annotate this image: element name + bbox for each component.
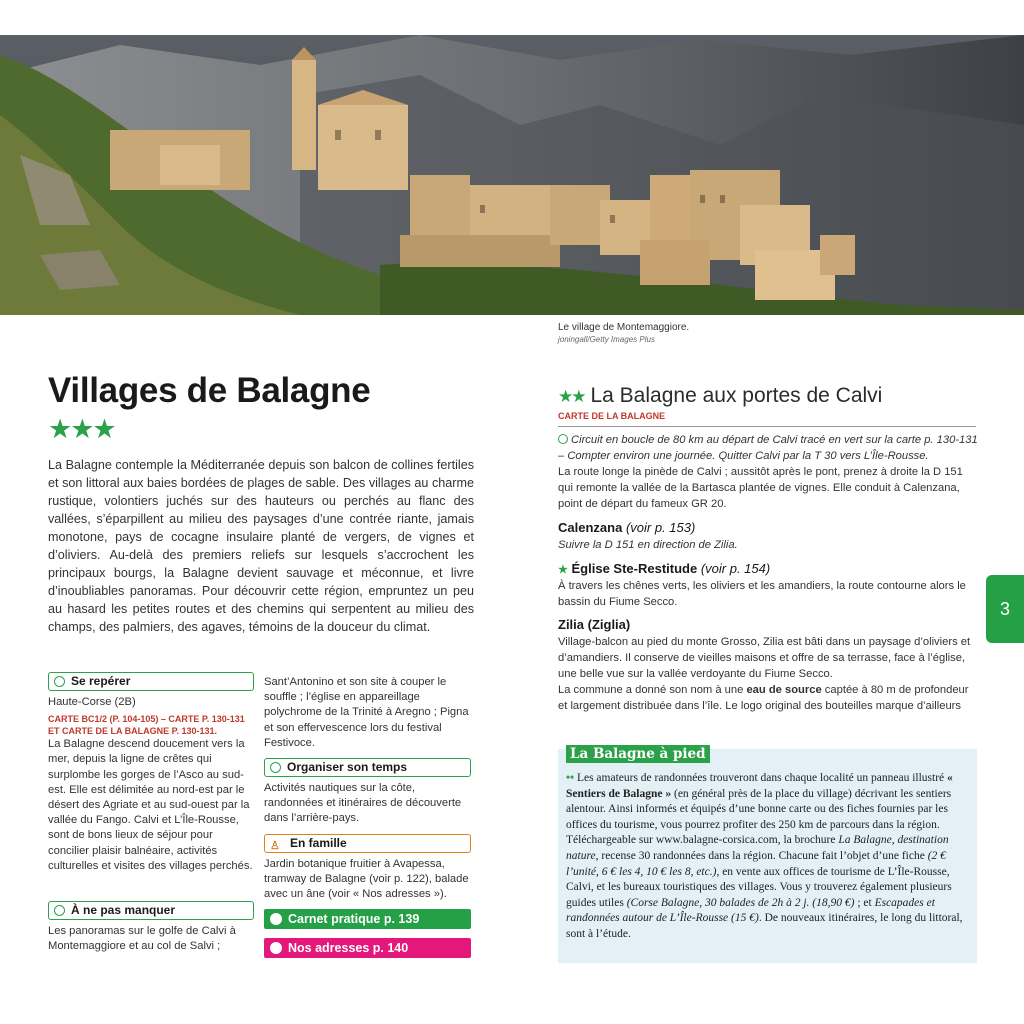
organiser-text: Activités nautiques sur la côte, randonnées et itinéraires de découverte dans l’arrière-pays. [264,782,462,825]
section-title [558,384,882,408]
pied-p2i: . De nouveaux itinéraires, le long du littoral, sont à l’étude. [566,912,963,940]
zilia-text2 [558,682,980,714]
eglise-name: Église Ste-Restitude [571,561,698,576]
caption-text: Le village de Montemaggiore. [558,322,690,333]
arrow-circle-icon [54,676,65,687]
photo-caption [558,322,689,346]
pied-title: La Balagne à pied [566,745,710,763]
zilia-text2c: captée à 80 m de profondeur et largement distribuée dans l’île. Le logo original des bouteilles marque d’ailleurs [558,684,969,712]
calenzana-name: Calenzana [558,520,623,535]
pied-p1a: Les amateurs de randonnées trouveront dans chaque localité un panneau illustré [576,772,948,784]
pied-p2g: ; et [854,896,875,909]
eglise-ref: (voir p. 154) [700,561,771,576]
organiser-header [264,758,471,777]
carnet-pratique-link[interactable] [264,909,471,929]
pied-p2d: (2 € l’unité, 6 € les 4, 10 € les 8, etc.) [566,849,946,878]
section-title-text: La Balagne aux portes de Calvi [590,384,883,407]
chapter-tab[interactable]: 3 [986,575,1024,643]
arrow-circle-icon [558,434,568,444]
pied-p1c: (en général près de la place du village) décrivant les sentiers alentour. Ainsi informés et équipés d’une bonne carte ou des fiches fournies par les offices du tourisme, vous pourrez profiter des 250 km de parcours dans la région. [566,787,952,831]
eglise-star: ★ [558,564,568,576]
adresses-label: Nos adresses p. 140 [288,941,409,955]
pied-p2f: (Corse Balagne, 30 balades de 2h à 2 j. (18,90 €) [626,896,855,909]
intro-paragraph: La Balagne contemple la Méditerranée depuis son balcon de collines fertiles et son littoral aux baies bordées de plages de sable. Des villages au charme rustique, volontiers juchés sur des hauteurs ou perchés au flanc des vallées, s’éparpillent au milieu des paysages d’une contrée riante, jamais monotone, pays de cocagne insulaire planté de vergers, de vignes et d’oliviers. Au-delà des premiers reliefs sur lesquels s’accrochent les principaux bourgs, la Balagne devient sauvage et méconnue, et livre d’inoubliables panoramas. Pour découvrir cette région, empruntez un peu au hasard les petites routes et des chemins qui serpentent au milieu des champs, des palmiers, des agaves, témoins de la douceur du climat. [48,458,474,634]
ne-pas-manquer-continued: Sant’Antonino et son site à couper le souffle ; l’église en appareillage polychrome de la Trinité à Aregno ; Pigna et son effervescence lors du festival Festivoce. [264,676,469,749]
ne-pas-manquer-label: À ne pas manquer [71,903,176,917]
region-name: Haute-Corse (2B) [48,696,136,708]
pied-p1b: « Sentiers de Balagne » [566,772,953,800]
carnet-label: Carnet pratique p. 139 [288,912,420,926]
footprints-icon: •• [566,772,575,784]
pied-p2b: La Balagne, destination nature [566,834,949,862]
calenzana-ref: (voir p. 153) [625,520,696,535]
pied-p2a: Téléchargeable sur www.balagne-corsica.com, la brochure [566,834,839,847]
calenzana-heading [558,520,695,535]
village-photo [0,35,1024,315]
zilia-heading: Zilia (Ziglia) [558,617,631,632]
route-text: La route longe la pinède de Calvi ; aussitôt après le pont, prenez à droite la D 151 qui remonte la vallée de la Bartasca plantée de vignes. Elle conduit à Calenzana, point de départ du fameux GR 20. [558,466,963,510]
map-reference: CARTE BC1/2 (P. 104-105) – CARTE P. 130-131 ET CARTE DE LA BALAGNE P. 130-131. [48,714,245,737]
location-pin-icon [270,942,282,954]
section-stars: ★★ [558,387,585,406]
eglise-text: À travers les chênes verts, les oliviers et les amandiers, la route contourne alors le bassin du Fiume Secco. [558,580,966,608]
nos-adresses-link[interactable] [264,938,471,958]
smiley-icon [54,905,65,916]
circuit-text [558,432,980,464]
eglise-heading [558,561,770,576]
ne-pas-manquer-header [48,901,254,920]
calenzana-text [558,537,980,553]
section-map-ref: CARTE DE LA BALAGNE [558,411,666,421]
famille-label: En famille [290,836,347,850]
famille-text: Jardin botanique fruitier à Avapessa, tramway de Balagne (voir p. 122), balade avec un âne (voir « Nos adresses »). [264,858,469,901]
pied-text [566,771,968,943]
se-reperer-text: La Balagne descend doucement vers la mer, depuis la ligne de crêtes qui surplombe les gorges de l’Asco au sud-est. Elle est délimitée au nord-est par le désert des Agriate et au sud-ouest par la vallée du Fango. Calvi et L’Île-Rousse, sont de bons lieux de séjour pour concilier plaisir balnéaire, activités culturelles et visites des villages perchés. [48,738,253,872]
section-rule [558,426,976,427]
circuit-italic: Circuit en boucle de 80 km au départ de Calvi tracé en vert sur la carte p. 130-131 – Compter environ une journée. Quitter Calvi par la T 30 vers L’Île-Rousse. [558,434,978,462]
pied-p2e: , en vente aux offices de tourisme de L’Île-Rousse, Calvi, et les bureaux touristiques des villages. Vous y trouverez également plusieurs guides utiles [566,865,952,909]
zilia-text2a: La commune a donné son nom à une [558,684,747,696]
pied-p2h: Escapades et randonnées autour de L’Île-Rousse (15 €) [566,896,935,925]
photo-credit: joningall/Getty Images Plus [558,335,655,344]
rating-stars: ★★★ [48,414,115,444]
zilia-text1: Village-balcon au pied du monte Grosso, Zilia est bâti dans un paysage d’oliviers et d’amandiers. Il conserve de vieilles maisons et offre de sa terrasse, face à l’église, une belle vue sur la vallée verdoyante du Fiume Secco. [558,636,971,680]
pied-p2c: , recense 30 randonnées dans la région. Chacune fait l’objet d’une fiche [595,849,928,862]
info-icon [270,913,282,925]
page-title: Villages de Balagne [48,371,371,410]
famille-header [264,834,471,853]
zilia-eau: eau de source [746,684,822,696]
organiser-label: Organiser son temps [287,760,408,774]
family-icon: ♙ [270,840,280,852]
se-reperer-body [48,695,254,874]
clock-icon [270,762,281,773]
se-reperer-header [48,672,254,691]
se-reperer-label: Se repérer [71,674,131,688]
calenzana-italic: Suivre la D 151 en direction de Zilia. [558,539,738,551]
ne-pas-manquer-text: Les panoramas sur le golfe de Calvi à Montemaggiore et au col de Salvi ; [48,925,236,953]
